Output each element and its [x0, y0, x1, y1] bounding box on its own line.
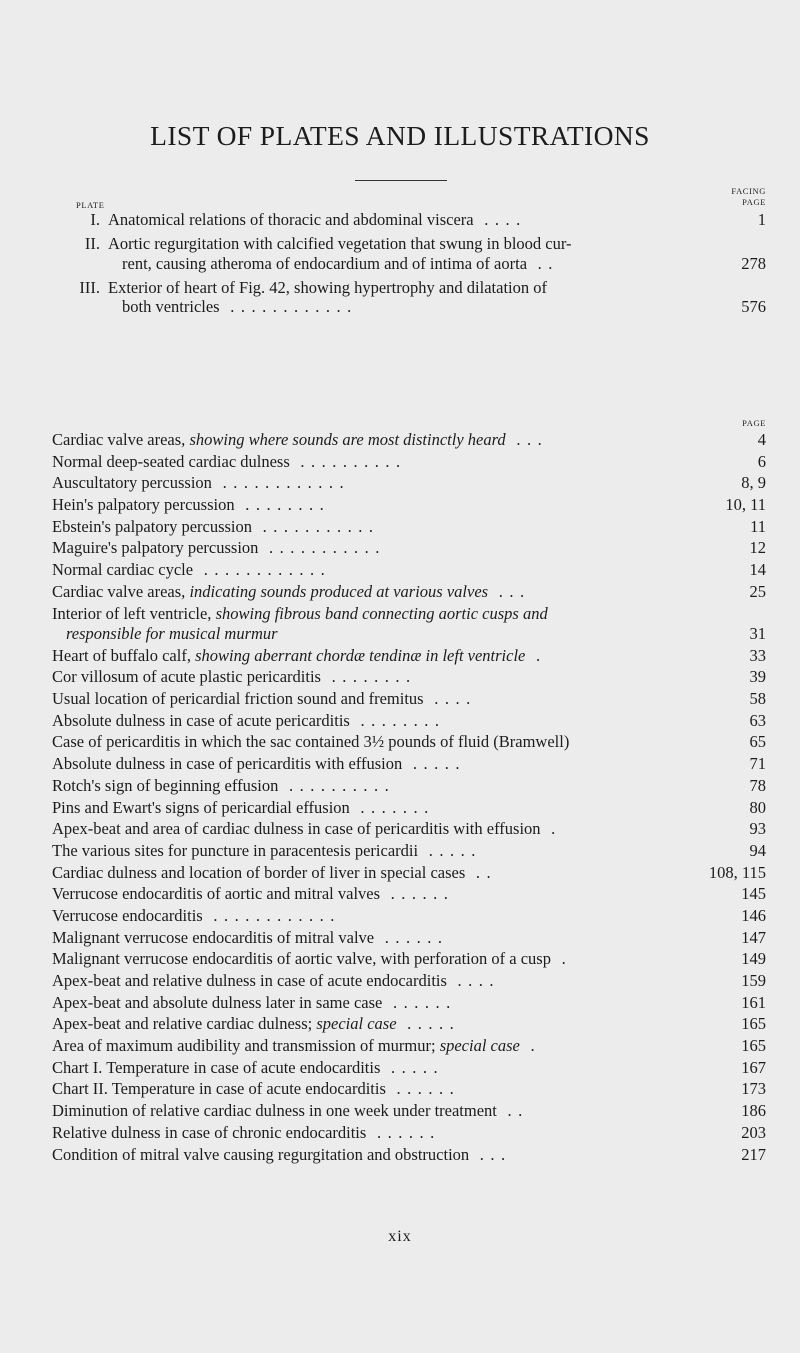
- leader-dots: .....: [396, 1014, 461, 1034]
- caption-text: Area of maximum audibility and transmission of murmur;: [52, 1036, 440, 1056]
- illustration-page-number: 11: [750, 516, 766, 536]
- illustration-entry: [52, 667, 766, 688]
- leader-dots: ........: [234, 495, 331, 515]
- illustration-page-number: 58: [749, 689, 766, 709]
- caption-text: Cardiac valve areas,: [52, 581, 190, 601]
- leader-dots: .......: [349, 797, 435, 817]
- leader-dots: ...: [488, 581, 531, 601]
- illustration-entry: [52, 754, 766, 775]
- caption-text: Apex-beat and relative dulness in case of acute endocarditis: [52, 971, 447, 990]
- leader-dots: ...: [469, 1144, 512, 1164]
- illustration-entry: [52, 1014, 766, 1035]
- illustration-caption: [52, 949, 706, 970]
- illustration-page-number: 93: [749, 819, 766, 839]
- illustration-caption: [52, 754, 706, 775]
- illustration-page-number: 14: [749, 560, 766, 580]
- caption-text: Ebstein's palpatory percussion: [52, 516, 253, 536]
- illustration-page-number: 4: [757, 430, 766, 449]
- illustration-entry: [52, 1101, 766, 1122]
- illustration-entry: [52, 538, 766, 559]
- illustration-page-number: 167: [741, 1057, 766, 1077]
- caption-text: Verrucose endocarditis: [52, 905, 203, 925]
- leader-dots: .....: [402, 754, 466, 774]
- illustration-caption: [52, 1079, 706, 1100]
- caption-text: Verrucose endocarditis of aortic and mitral valves: [52, 884, 381, 904]
- illustration-entry: [52, 906, 766, 927]
- caption-text: Absolute dulness in case of acute pericarditis: [52, 710, 350, 730]
- leader-dots: .....: [418, 840, 482, 860]
- facing-column-header: FACING: [731, 186, 766, 196]
- plate-page-number: 278: [741, 253, 766, 273]
- caption-text: Malignant verrucose endocarditis of mitral valve: [52, 927, 375, 947]
- plate-caption-continuation: both ventricles: [122, 297, 220, 316]
- caption-text: Hein's palpatory percussion: [52, 495, 235, 515]
- illustration-caption: [52, 560, 706, 581]
- illustration-page-number: 10, 11: [725, 495, 766, 515]
- plate-caption-line: Aortic regurgitation with calcified vegetation that swung in blood cur-: [108, 234, 572, 253]
- illustration-caption: [52, 841, 706, 862]
- illustration-entry: [52, 819, 766, 840]
- caption-text: Pins and Ewart's signs of pericardial effusion: [52, 797, 350, 817]
- plate-caption: [108, 278, 732, 317]
- caption-text: Cardiac valve areas,: [52, 430, 190, 449]
- illustration-caption: [52, 884, 706, 905]
- plate-caption: [108, 234, 732, 273]
- caption-italic-continuation: responsible for musical murmur: [66, 624, 278, 643]
- illustration-entry: [52, 863, 766, 884]
- caption-italic-text: showing where sounds are most distinctly heard: [189, 430, 506, 449]
- illustration-caption: [52, 604, 706, 645]
- leader-dots: ......: [382, 992, 457, 1012]
- leader-dots: ...: [505, 430, 549, 449]
- illustration-page-number: 203: [741, 1122, 766, 1142]
- caption-text: Maguire's palpatory percussion: [52, 538, 259, 558]
- facing-page-column-header: PAGE: [742, 197, 766, 207]
- leader-dots: ............: [211, 473, 351, 493]
- illustration-caption: [52, 1036, 706, 1057]
- caption-text: Condition of mitral valve causing regurgitation and obstruction: [52, 1144, 470, 1164]
- illustration-entry: [52, 473, 766, 494]
- illustration-entry: [52, 1123, 766, 1144]
- caption-text: Diminution of relative cardiac dulness in one week under treatment: [52, 1101, 497, 1121]
- illustrations-list: [52, 430, 766, 1166]
- plate-entry: [76, 234, 766, 273]
- illustration-caption: [52, 732, 706, 753]
- leader-dots: ....: [473, 210, 527, 229]
- leader-dots: ........: [320, 667, 417, 687]
- illustration-entry: [52, 884, 766, 905]
- leader-dots: .: [525, 645, 547, 665]
- illustration-caption: [52, 646, 706, 667]
- illustration-entry: [52, 971, 766, 992]
- caption-text: Auscultatory percussion: [52, 473, 212, 493]
- plate-entry: [76, 210, 766, 230]
- caption-italic-text: special case: [316, 1014, 397, 1034]
- illustration-entry: [52, 646, 766, 667]
- illustration-caption: [52, 906, 706, 927]
- caption-text: Normal deep-seated cardiac dulness: [52, 451, 290, 471]
- leader-dots: ............: [193, 560, 332, 580]
- leader-dots: ..........: [278, 775, 396, 795]
- illustration-entry: [52, 430, 766, 451]
- leader-dots: ..........: [289, 451, 407, 471]
- illustration-page-number: 159: [741, 971, 766, 990]
- illustration-page-number: 31: [749, 624, 766, 643]
- plate-caption-line: Anatomical relations of thoracic and abdominal viscera: [108, 210, 474, 229]
- caption-italic-text: showing fibrous band connecting aortic cusps and: [215, 603, 548, 623]
- caption-text: Cor villosum of acute plastic pericarditis: [52, 667, 321, 687]
- caption-text: Apex-beat and relative cardiac dulness;: [52, 1014, 317, 1034]
- illustration-page-number: 78: [749, 775, 766, 795]
- caption-text: Normal cardiac cycle: [52, 560, 194, 580]
- illustration-entry: [52, 928, 766, 949]
- plates-list: [76, 210, 766, 321]
- illustration-entry: [52, 689, 766, 710]
- illustration-caption: [52, 1101, 706, 1122]
- plate-caption-continuation: rent, causing atheroma of endocardium and of intima of aorta: [122, 253, 528, 273]
- leader-dots: ......: [374, 927, 449, 947]
- leader-dots: ...........: [252, 516, 380, 536]
- illustration-caption: [52, 538, 706, 559]
- page-column-header: PAGE: [742, 418, 766, 428]
- leader-dots: ....: [446, 971, 501, 990]
- illustration-entry: [52, 711, 766, 732]
- leader-dots: ...........: [258, 538, 386, 558]
- illustration-page-number: 145: [741, 884, 766, 904]
- illustration-caption: [52, 667, 706, 688]
- illustration-page-number: 173: [741, 1079, 766, 1099]
- illustration-entry: [52, 560, 766, 581]
- illustration-caption: [52, 452, 706, 473]
- page-title: LIST OF PLATES AND ILLUSTRATIONS: [150, 120, 650, 151]
- leader-dots: ......: [366, 1122, 441, 1142]
- illustration-page-number: 161: [741, 992, 766, 1012]
- illustration-caption: [52, 819, 706, 840]
- plate-column-header: PLATE: [76, 200, 105, 210]
- leader-dots: ............: [219, 297, 358, 316]
- caption-text: Case of pericarditis in which the sac contained 3½ pounds of fluid (Bramwell): [52, 732, 570, 752]
- illustration-entry: [52, 1036, 766, 1057]
- illustration-caption: [52, 1145, 706, 1166]
- illustration-page-number: 71: [749, 754, 766, 774]
- caption-text: Usual location of pericardial friction sound and fremitus: [52, 689, 424, 709]
- caption-text: Apex-beat and absolute dulness later in same case: [52, 992, 383, 1012]
- illustration-entry: [52, 1058, 766, 1079]
- plate-page-number: 576: [741, 297, 766, 316]
- illustration-caption: [52, 517, 706, 538]
- illustration-entry: [52, 841, 766, 862]
- plate-caption: [108, 210, 732, 230]
- leader-dots: ............: [202, 905, 341, 925]
- caption-text: Heart of buffalo calf,: [52, 645, 196, 665]
- caption-text: Relative dulness in case of chronic endocarditis: [52, 1122, 367, 1142]
- illustration-page-number: 25: [749, 581, 766, 601]
- caption-italic-text: indicating sounds produced at various valves: [189, 581, 489, 601]
- illustration-caption: [52, 1123, 706, 1144]
- leader-dots: ......: [380, 884, 455, 904]
- illustration-caption: [52, 711, 706, 732]
- illustration-page-number: 65: [749, 732, 766, 752]
- plate-number: III.: [79, 277, 100, 297]
- caption-text: Cardiac dulness and location of border of liver in special cases: [52, 862, 466, 882]
- leader-dots: .: [519, 1036, 542, 1056]
- illustration-entry: [52, 732, 766, 753]
- illustration-page-number: 165: [741, 1036, 766, 1056]
- caption-italic-text: special case: [439, 1036, 520, 1056]
- illustration-page-number: 6: [757, 451, 766, 471]
- leader-dots: .: [540, 819, 562, 839]
- illustration-page-number: 33: [749, 645, 766, 665]
- page-folio: xix: [388, 1228, 412, 1245]
- illustration-entry: [52, 495, 766, 516]
- plate-number: II.: [84, 234, 100, 253]
- caption-text: Rotch's sign of beginning effusion: [52, 775, 279, 795]
- illustration-page-number: 80: [749, 797, 766, 817]
- illustration-entry: [52, 1079, 766, 1100]
- illustration-entry: [52, 798, 766, 819]
- caption-text: The various sites for puncture in paracentesis pericardii: [52, 840, 419, 860]
- illustration-page-number: 186: [741, 1101, 766, 1121]
- caption-text: Chart II. Temperature in case of acute endocarditis: [52, 1079, 386, 1099]
- illustration-caption: [52, 689, 706, 710]
- illustration-caption: [52, 798, 706, 819]
- illustration-entry: [52, 517, 766, 538]
- caption-text: Absolute dulness in case of pericarditis with effusion: [52, 754, 403, 774]
- illustration-entry: [52, 949, 766, 970]
- illustration-caption: [52, 993, 706, 1014]
- leader-dots: ..: [527, 253, 559, 273]
- leader-dots: .: [550, 949, 573, 969]
- illustration-page-number: 8, 9: [741, 473, 766, 493]
- illustration-entry: [52, 604, 766, 645]
- illustration-entry: [52, 582, 766, 603]
- illustration-caption: [52, 430, 706, 451]
- illustration-caption: [52, 863, 706, 884]
- illustration-entry: [52, 993, 766, 1014]
- illustration-caption: [52, 1058, 706, 1079]
- illustration-page-number: 165: [741, 1014, 766, 1034]
- caption-text: Malignant verrucose endocarditis of aortic valve, with perforation of a cusp: [52, 949, 551, 969]
- plate-entry: [76, 278, 766, 317]
- illustration-page-number: 108, 115: [708, 862, 766, 882]
- illustration-page-number: 217: [741, 1144, 766, 1164]
- illustration-page-number: 63: [749, 710, 766, 730]
- leader-dots: .....: [380, 1057, 445, 1077]
- illustration-page-number: 94: [749, 840, 766, 860]
- caption-text: Chart I. Temperature in case of acute endocarditis: [52, 1057, 381, 1077]
- illustration-page-number: 39: [749, 667, 766, 687]
- illustration-entry: [52, 452, 766, 473]
- plate-caption-line: Exterior of heart of Fig. 42, showing hypertrophy and dilatation of: [108, 277, 547, 297]
- caption-text: Interior of left ventricle,: [52, 603, 216, 623]
- illustration-caption: [52, 495, 706, 516]
- illustration-page-number: 146: [741, 905, 766, 925]
- illustration-page-number: 149: [741, 949, 766, 969]
- caption-text: Apex-beat and area of cardiac dulness in case of pericarditis with effusion: [52, 819, 541, 839]
- caption-italic-text: showing aberrant chordæ tendinæ in left ventricle: [195, 645, 526, 665]
- leader-dots: ..: [465, 862, 498, 882]
- illustration-entry: [52, 1145, 766, 1166]
- illustration-caption: [52, 1014, 706, 1035]
- illustration-caption: [52, 473, 706, 494]
- leader-dots: ........: [349, 710, 446, 730]
- illustration-page-number: 12: [749, 538, 766, 558]
- plate-number: I.: [90, 210, 100, 229]
- leader-dots: ..: [496, 1101, 529, 1121]
- illustration-caption: [52, 928, 706, 949]
- illustration-caption: [52, 582, 706, 603]
- leader-dots: ....: [423, 689, 477, 709]
- illustration-caption: [52, 971, 706, 992]
- illustration-entry: [52, 776, 766, 797]
- leader-dots: ......: [385, 1079, 461, 1099]
- plate-page-number: 1: [757, 210, 766, 229]
- illustration-caption: [52, 776, 706, 797]
- title-rule: [355, 180, 447, 181]
- illustration-page-number: 147: [741, 927, 766, 947]
